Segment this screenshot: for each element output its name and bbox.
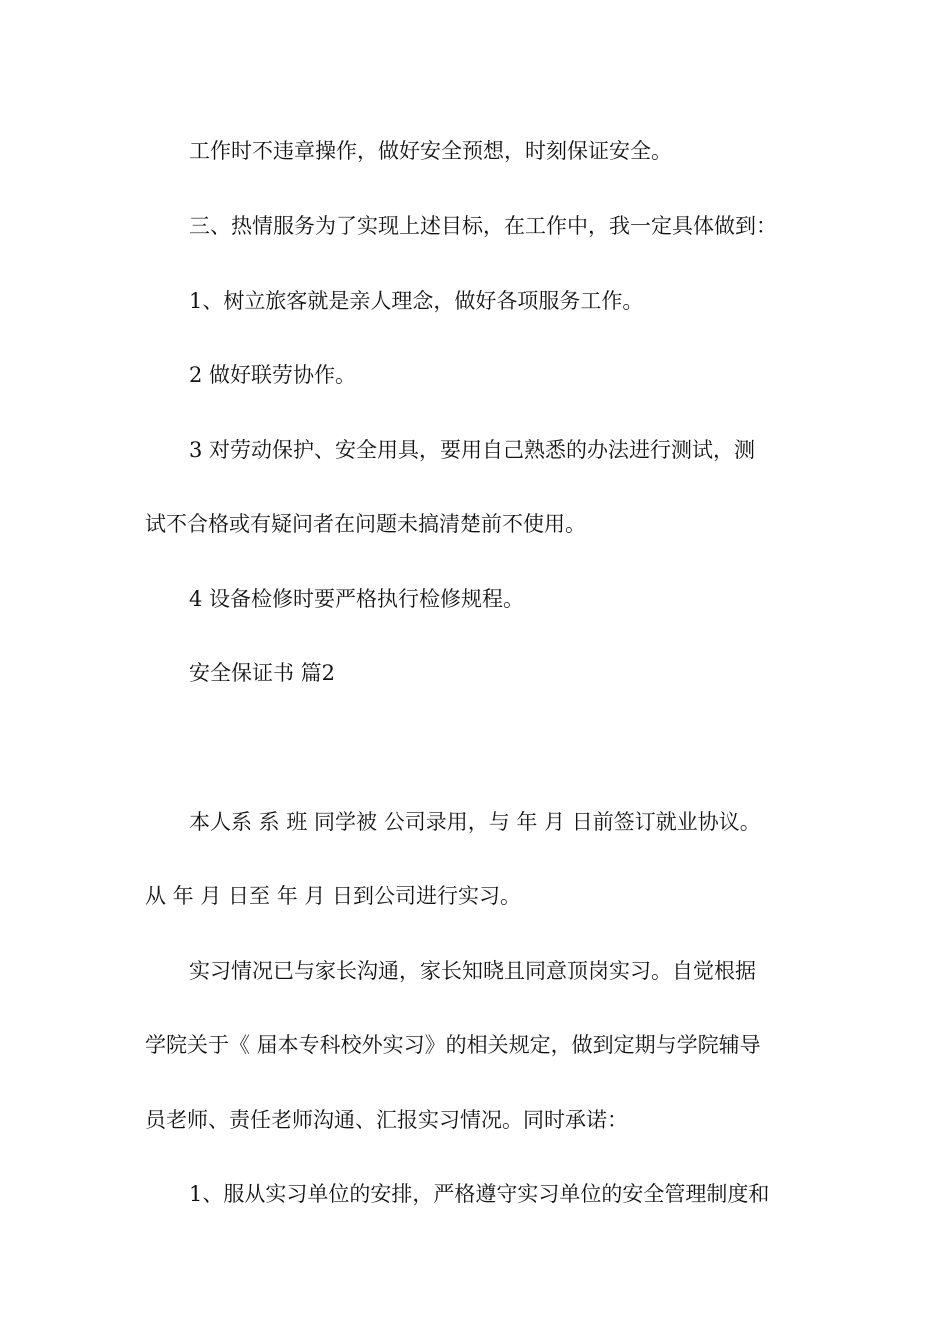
paragraph-line: 实习情况已与家长沟通，家长知晓且同意顶岗实习。自觉根据 bbox=[189, 959, 756, 983]
paragraph-line: 试不合格或有疑问者在问题未搞清楚前不使用。 bbox=[145, 512, 586, 536]
paragraph-line: 4 设备检修时要严格执行检修规程。 bbox=[189, 587, 525, 611]
paragraph-line: 3 对劳动保护、安全用具，要用自己熟悉的办法进行测试，测 bbox=[189, 438, 756, 462]
section-heading: 安全保证书 篇2 bbox=[189, 661, 336, 685]
paragraph-line: 2 做好联劳协作。 bbox=[189, 363, 357, 387]
paragraph-line: 1、树立旅客就是亲人理念，做好各项服务工作。 bbox=[189, 289, 644, 313]
paragraph-line: 员老师、责任老师沟通、汇报实习情况。同时承诺： bbox=[145, 1108, 628, 1132]
paragraph-line: 从 年 月 日至 年 月 日到公司进行实习。 bbox=[145, 884, 522, 908]
paragraph-line: 三、热情服务为了实现上述目标，在工作中，我一定具体做到： bbox=[189, 214, 777, 238]
paragraph-line: 1、服从实习单位的安排，严格遵守实习单位的安全管理制度和 bbox=[189, 1182, 770, 1206]
paragraph-line: 工作时不违章操作，做好安全预想，时刻保证安全。 bbox=[189, 139, 672, 163]
paragraph-line: 学院关于《 届本专科校外实习》的相关规定，做到定期与学院辅导 bbox=[145, 1033, 761, 1057]
paragraph-line: 本人系 系 班 同学被 公司录用，与 年 月 日前签订就业协议。 bbox=[189, 810, 761, 834]
